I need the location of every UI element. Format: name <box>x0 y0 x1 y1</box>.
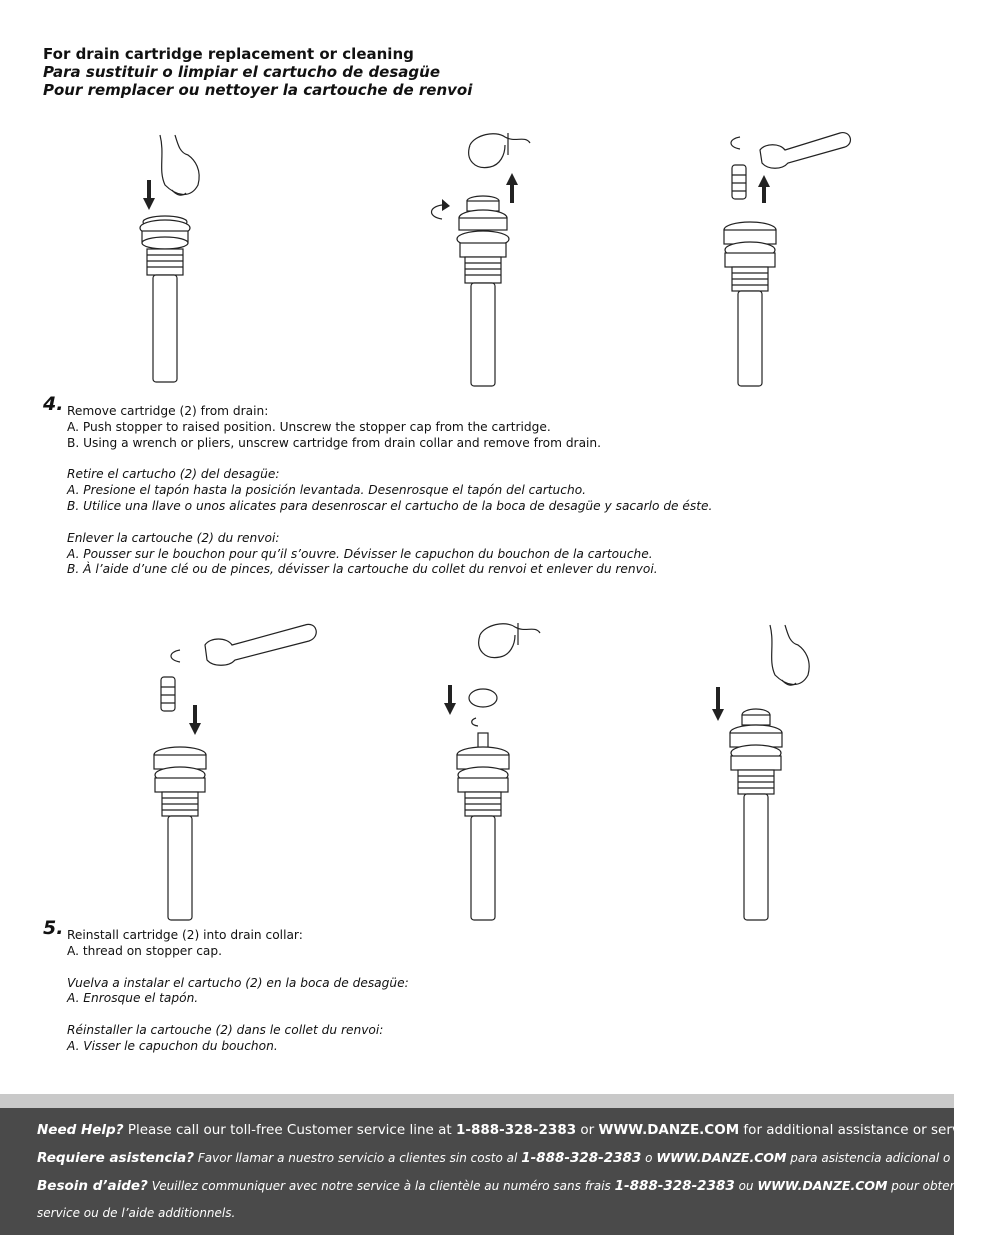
instructions-heading <box>43 45 472 99</box>
help-label-en: Need Help? <box>37 1122 124 1138</box>
help-text-en-2: for additional assistance or service. <box>739 1122 984 1138</box>
step-4-es-title: Retire el cartucho (2) del desagüe: <box>67 467 280 482</box>
step-5-es-a: A. Enrosque el tapón. <box>67 991 199 1006</box>
help-row-en <box>37 1122 984 1138</box>
help-web-fr[interactable]: WWW.DANZE.COM <box>757 1178 888 1193</box>
step-4-fr-b: B. À l’aide d’une clé ou de pinces, dévisser la cartouche du collet du renvoi et enlever du renvoi. <box>67 562 658 577</box>
step-4 <box>43 393 713 578</box>
step-4-fr-title: Enlever la cartouche (2) du renvoi: <box>67 530 280 545</box>
step-5 <box>43 917 409 1055</box>
help-text-fr-2: pour obtenir du <box>887 1179 985 1193</box>
step-4-es-a: A. Presione el tapón hasta la posición levantada. Desenrosque el tapón del cartucho. <box>67 483 587 498</box>
step-4-en-title: Remove cartridge (2) from drain: <box>67 404 269 418</box>
heading-fr: Pour remplacer ou nettoyer la cartouche de renvoi <box>43 81 473 99</box>
heading-en: For drain cartridge replacement or cleaning <box>43 45 414 63</box>
help-or-es: o <box>641 1151 657 1165</box>
help-or-en: or <box>576 1122 599 1138</box>
help-text-es-2: para asistencia adicional o servicio. <box>786 1151 1004 1165</box>
heading-es: Para sustituir o limpiar el cartucho de desagüe <box>43 63 440 81</box>
help-or-fr: ou <box>734 1179 758 1193</box>
footer-divider-band <box>0 1094 954 1108</box>
help-row-fr <box>37 1178 985 1194</box>
help-text-fr-1: Veuillez communiquer avec notre service à la clientèle au numéro sans frais <box>147 1179 615 1193</box>
figure-wrench-remove <box>710 125 860 390</box>
figure-push-closed <box>700 615 850 925</box>
help-row-es <box>37 1150 1004 1166</box>
help-text-es-1: Favor llamar a nuestro servicio a clientes sin costo al <box>194 1151 522 1165</box>
figure-push-stopper <box>120 125 250 390</box>
step-5-es-title: Vuelva a instalar el cartucho (2) en la boca de desagüe: <box>67 975 409 990</box>
help-footer <box>0 1108 1004 1235</box>
help-label-es: Requiere asistencia? <box>37 1150 195 1166</box>
step-4-fr-a: A. Pousser sur le bouchon pour qu’il s’ouvre. Dévisser le capuchon du bouchon de la cartouche. <box>67 546 653 561</box>
help-phone-es: 1-888-328-2383 <box>521 1150 642 1166</box>
step-4-en-a: A. Push stopper to raised position. Unscrew the stopper cap from the cartridge. <box>67 419 551 434</box>
step-5-fr-a: A. Visser le capuchon du bouchon. <box>67 1038 278 1053</box>
help-web-en[interactable]: WWW.DANZE.COM <box>598 1122 740 1138</box>
step-4-number: 4. <box>43 393 64 415</box>
help-phone-fr: 1-888-328-2383 <box>614 1178 735 1194</box>
figure-unscrew-cap <box>420 125 550 390</box>
step-4-es-b: B. Utilice una llave o unos alicates para desenroscar el cartucho de la boca de desagüe y sacarlo de éste. <box>67 498 713 513</box>
step-5-fr-title: Réinstaller la cartouche (2) dans le collet du renvoi: <box>67 1023 384 1038</box>
step-5-en-title: Reinstall cartridge (2) into drain collar: <box>67 928 303 942</box>
help-label-fr: Besoin d’aide? <box>37 1178 148 1194</box>
help-text-en-1: Please call our toll-free Customer service line at <box>123 1122 456 1138</box>
step-4-en-b: B. Using a wrench or pliers, unscrew cartridge from drain collar and remove from drain. <box>67 435 602 450</box>
step-5-en-a: A. thread on stopper cap. <box>67 943 222 958</box>
figure-thread-cap <box>440 615 590 925</box>
step-5-number: 5. <box>43 917 64 939</box>
help-web-es[interactable]: WWW.DANZE.COM <box>656 1150 787 1165</box>
help-phone-en: 1-888-328-2383 <box>455 1122 577 1138</box>
figure-wrench-install <box>135 615 325 925</box>
help-row-fr-cont: service ou de l’aide additionnels. <box>37 1206 236 1220</box>
